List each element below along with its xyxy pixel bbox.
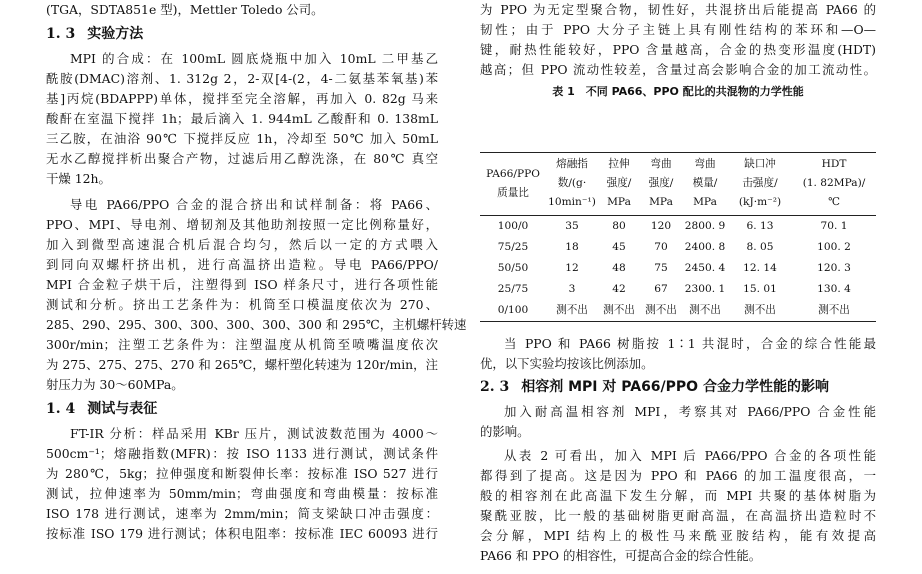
table-cell: 测不出 [792, 300, 876, 322]
table-cell: 测不出 [682, 300, 728, 322]
table-cell: 0/100 [480, 300, 546, 322]
table-cell: 测不出 [728, 300, 792, 322]
table-cell: 100/0 [497, 220, 529, 232]
table-cell: 120. 3 [817, 262, 851, 274]
paragraph-line: 为 280℃，5kg；拉伸强度和断裂伸长率：按标准 ISO 527 进行 [46, 466, 438, 481]
paragraph-line: 从表 2 可看出，加入 MPI 后 PA66/PPO 合金的各项性能 [504, 448, 876, 463]
table-cell: 25/75 [497, 283, 529, 295]
paragraph-line: MPI 合金粒子烘干后，注塑得到 ISO 样条尺寸，进行各项性能 [46, 277, 438, 292]
paragraph-line: 越高；但 PPO 流动性较差，含量过高会影响合金的加工流动性。 [480, 62, 876, 77]
paragraph-line: 导电 PA66/PPO 合金的混合挤出和试样制备：将 PA66、 [70, 197, 438, 212]
table-cell: 42 [612, 283, 626, 295]
paragraph-line: 加入到微型高速混合机后混合均匀，然后以一定的方式喂入 [46, 237, 438, 252]
table-cell: 45 [612, 241, 626, 253]
paragraph-line: 聚酰亚胺，比一般的基础树脂更耐高温，在高温挤出造粒时不 [480, 508, 876, 523]
section-number: 1. 4 [46, 401, 76, 417]
section-heading-2-3 [480, 377, 829, 397]
table-caption: 表 1 不同 PA66、PPO 配比的共混物的力学性能 [552, 85, 804, 98]
table-cell: 75 [654, 262, 668, 274]
table-header-row [480, 153, 876, 216]
table-cell: 2400. 8 [684, 241, 726, 253]
table-cell: 48 [612, 262, 626, 274]
header-flex-strength: 弯曲 强度/ MPa [640, 153, 682, 216]
section-title: 测试与表征 [87, 401, 158, 417]
table-cell: 6. 13 [746, 220, 774, 232]
paragraph-line: PA66 和 PPO 的相容性，可提高合金的综合性能。 [480, 548, 762, 563]
paragraph-line: 当 PPO 和 PA66 树脂按 1∶1 共混时，合金的综合性能最 [504, 336, 876, 351]
table-row [480, 216, 876, 238]
paragraph-line: 无水乙醇搅拌析出聚合产物，过滤后用乙醇洗涤，在 80℃ 真空 [46, 151, 438, 166]
paragraph-line: 键，耐热性能较好，PPO 含量越高，合金的热变形温度(HDT) [480, 42, 876, 57]
table-cell: 12. 14 [743, 262, 777, 274]
paragraph-line: 优，以下实验均按该比例添加。 [480, 356, 654, 371]
paragraph-line: 到同向双螺杆挤出机，进行高温挤出造粒。导电 PA66/PPO/ [46, 257, 438, 272]
header-ratio: PA66/PPO 质量比 [480, 153, 546, 216]
paragraph-line: 为 PPO 为无定型聚合物，韧性好，共混挤出后能提高 PA66 的 [480, 2, 876, 17]
table-cell: 2800. 9 [684, 220, 726, 232]
table-cell: 70 [654, 241, 668, 253]
header-hdt: HDT (1. 82MPa)/ ℃ [792, 153, 876, 216]
paragraph-line: 按标准 ISO 179 进行测试；体积电阻率：按标准 IEC 60093 进行 [46, 526, 438, 541]
paragraph-line: 酸酐在室温下搅拌 1h；最后滴入 1. 944mL 乙酸酐和 0. 138mL [46, 111, 438, 126]
table-cell: 70. 1 [820, 220, 848, 232]
paragraph-line: 干燥 12h。 [46, 171, 111, 186]
table-cell: 18 [565, 241, 579, 253]
paragraph-line: 酰胺(DMAC)溶剂、1. 312g 2，2-双[4-(2，4-二氨基苯氧基)苯 [46, 71, 438, 86]
paragraph-line: 的影响。 [480, 424, 530, 439]
table-cell: 50/50 [497, 262, 529, 274]
paragraph-line: 测试和分析。挤出工艺条件为：机筒至口模温度依次为 270、 [46, 297, 438, 312]
properties-table [480, 152, 876, 322]
paragraph-line: 500cm⁻¹；熔融指数(MFR)：按 ISO 1133 进行测试，测试条件 [46, 446, 438, 461]
header-flex-modulus: 弯曲 模量/ MPa [682, 153, 728, 216]
paragraph-line: MPI 的合成：在 100mL 圆底烧瓶中加入 10mL 二甲基乙 [70, 51, 438, 66]
section-number: 2. 3 [480, 379, 510, 395]
table-cell: 75/25 [497, 241, 529, 253]
paragraph-line: 为 275、275、275、270 和 265℃，螺杆塑化转速为 120r/min，注 [46, 357, 438, 372]
header-impact: 缺口冲 击强度/ (kJ·m⁻²) [728, 153, 792, 216]
paragraph-line: PPO、MPI、导电剂、增韧剂及其他助剂按照一定比例称量好， [46, 217, 438, 232]
table-cell: 测不出 [640, 300, 682, 322]
paragraph-line: ISO 178 进行测试，速率为 2mm/min；简支梁缺口冲击强度： [46, 506, 438, 521]
table-cell: 8. 05 [746, 241, 774, 253]
table-row [480, 300, 876, 322]
table-cell: 测不出 [546, 300, 598, 322]
table-cell: 120 [650, 220, 672, 232]
section-number: 1. 3 [46, 26, 76, 42]
paragraph-line: 加入耐高温相容剂 MPI，考察其对 PA66/PPO 合金性能 [504, 404, 876, 419]
paragraph-line: 测试，拉伸速率为 50mm/min；弯曲强度和弯曲模量：按标准 [46, 486, 438, 501]
table-cell: 12 [565, 262, 579, 274]
paragraph-line: FT-IR 分析：样品采用 KBr 压片，测试波数范围为 4000～ [70, 426, 438, 441]
table-cell: 100. 2 [817, 241, 851, 253]
table-row [480, 258, 876, 279]
table-row [480, 279, 876, 300]
table-cell: 2450. 4 [684, 262, 726, 274]
header-mfr: 熔融指 数/(g· 10min⁻¹) [546, 153, 598, 216]
table-cell: 35 [565, 220, 579, 232]
table-cell: 15. 01 [743, 283, 777, 295]
table-cell: 3 [568, 283, 576, 295]
table-cell: 130. 4 [817, 283, 851, 295]
paragraph-line: 基]丙烷(BDAPPP)单体，搅拌至完全溶解，再加入 0. 82g 马来 [46, 91, 438, 106]
table-row [480, 237, 876, 258]
section-title: 相容剂 MPI 对 PA66/PPO 合金力学性能的影响 [521, 379, 829, 395]
table-cell: 67 [654, 283, 668, 295]
header-tensile: 拉伸 强度/ MPa [598, 153, 640, 216]
section-heading-1-3 [46, 24, 143, 44]
paragraph-line: 韧性；由于 PPO 大分子主链上具有刚性结构的苯环和—O— [480, 22, 876, 37]
text-line: (TGA，SDTA851e 型)，Mettler Toledo 公司。 [46, 2, 324, 17]
paragraph-line: 300r/min；注塑工艺条件为：注塑温度从机筒至喷嘴温度依次 [46, 337, 438, 352]
section-title: 实验方法 [87, 26, 144, 42]
table-cell: 测不出 [598, 300, 640, 322]
table-cell: 80 [612, 220, 626, 232]
section-heading-1-4 [46, 399, 157, 419]
paragraph-line: 三乙胺，在油浴 90℃ 下搅拌反应 1h，冷却至 50℃ 加入 50mL [46, 131, 438, 146]
table-cell: 2300. 1 [684, 283, 726, 295]
paragraph-line: 射压力为 30～60MPa。 [46, 377, 184, 392]
paragraph-line: 285、290、295、300、300、300、300、300 和 295℃，主机螺杆转速 [46, 317, 467, 332]
paragraph-line: 都得到了提高。这是因为 PPO 和 PA66 的加工温度很高，一 [480, 468, 876, 483]
paragraph-line: 般的相容剂在此高温下发生分解，而 MPI 共聚的基体树脂为 [480, 488, 876, 503]
paragraph-line: 会分解，MPI 结构上的极性马来酰亚胺结构，能有效提高 [480, 528, 876, 543]
